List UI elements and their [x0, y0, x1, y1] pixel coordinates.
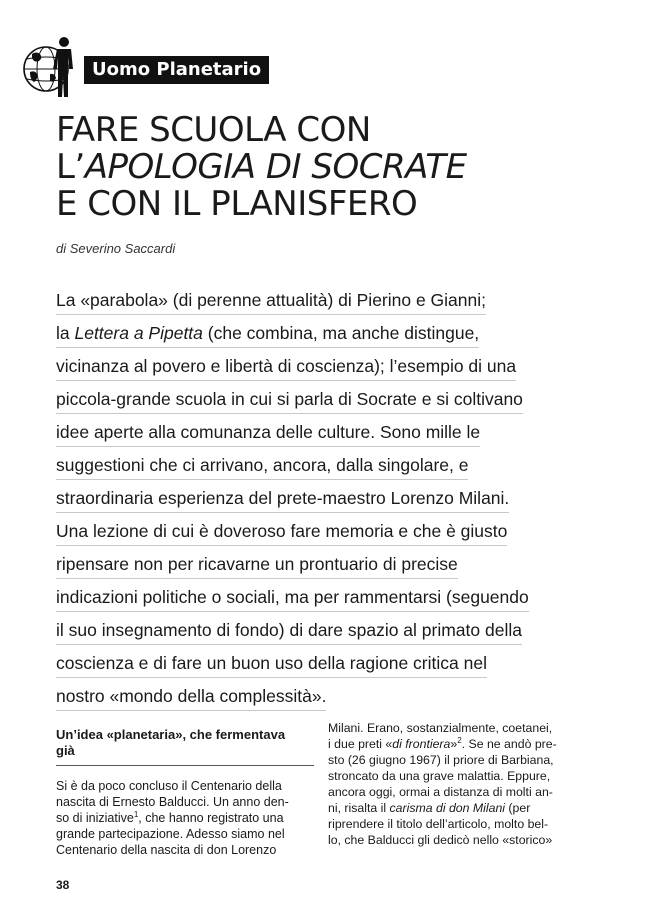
lead-line: la Lettera a Pipetta (che combina, ma anche distingue,: [56, 319, 479, 348]
lead-line: suggestioni che ci arrivano, ancora, dalla singolare, e: [56, 451, 468, 480]
body-line: lo, che Balducci gli dedicò nello «storico»: [328, 833, 553, 847]
footnote-ref[interactable]: 1: [133, 809, 139, 819]
lead-paragraph: [56, 286, 596, 715]
lead-line: straordinaria esperienza del prete-maestro Lorenzo Milani.: [56, 484, 509, 513]
body-line: Si è da poco concluso il Centenario della: [56, 779, 282, 793]
globe-person-logo: [22, 34, 84, 100]
lead-line: nostro «mondo della complessità».: [56, 682, 326, 711]
lead-line: piccola-grande scuola in cui si parla di Socrate e si coltivano: [56, 385, 523, 414]
body-line: Milani. Erano, sostanzialmente, coetanei,: [328, 721, 553, 735]
article-title: [56, 112, 616, 223]
body-line: ni, risalta il carisma di don Milani (per: [328, 801, 531, 815]
section-tag: Uomo Planetario: [84, 56, 269, 84]
lead-line: ripensare non per ricavarne un prontuario di precise: [56, 550, 458, 579]
lead-line: idee aperte alla comunanza delle culture. Sono mille le: [56, 418, 480, 447]
body-line: grande partecipazione. Adesso siamo nel: [56, 827, 285, 841]
page-number: 38: [56, 878, 70, 892]
lead-line: Una lezione di cui è doveroso fare memoria e che è giusto: [56, 517, 507, 546]
body-column-right: [328, 720, 598, 848]
body-line: so di iniziative$^1$, che hanno registrato una: [56, 809, 284, 825]
lead-line: indicazioni politiche o sociali, ma per rammentarsi (seguendo: [56, 583, 529, 612]
body-line: Centenario della nascita di don Lorenzo: [56, 843, 277, 857]
title-line: L’APOLOGIA DI SOCRATE: [56, 147, 467, 187]
lead-line: La «parabola» (di perenne attualità) di Pierino e Gianni;: [56, 286, 486, 315]
body-line: i due preti «di frontiera»$^2$. Se ne andò pre-: [328, 735, 557, 751]
title-line: E CON IL PLANISFERO: [56, 184, 418, 224]
section-subheading: Un’idea «planetaria», che fermentava già: [56, 727, 314, 766]
body-column-left: [56, 727, 314, 858]
lead-line: il suo insegnamento di fondo) di dare spazio al primato della: [56, 616, 522, 645]
body-line: nascita di Ernesto Balducci. Un anno den-: [56, 795, 289, 809]
lead-line: vicinanza al povero e libertà di coscienza); l’esempio di una: [56, 352, 516, 381]
body-line: sto (26 giugno 1967) il priore di Barbiana,: [328, 753, 554, 767]
body-line: riprendere il titolo dell’articolo, molto bel-: [328, 817, 549, 831]
body-line: stroncato da una grave malattia. Eppure,: [328, 769, 551, 783]
title-line: FARE SCUOLA CON: [56, 110, 371, 150]
body-line: ancora oggi, ormai a distanza di molti an-: [328, 785, 553, 799]
byline: di Severino Saccardi: [56, 241, 176, 256]
footnote-ref[interactable]: 2: [457, 735, 462, 745]
lead-line: coscienza e di fare un buon uso della ragione critica nel: [56, 649, 487, 678]
